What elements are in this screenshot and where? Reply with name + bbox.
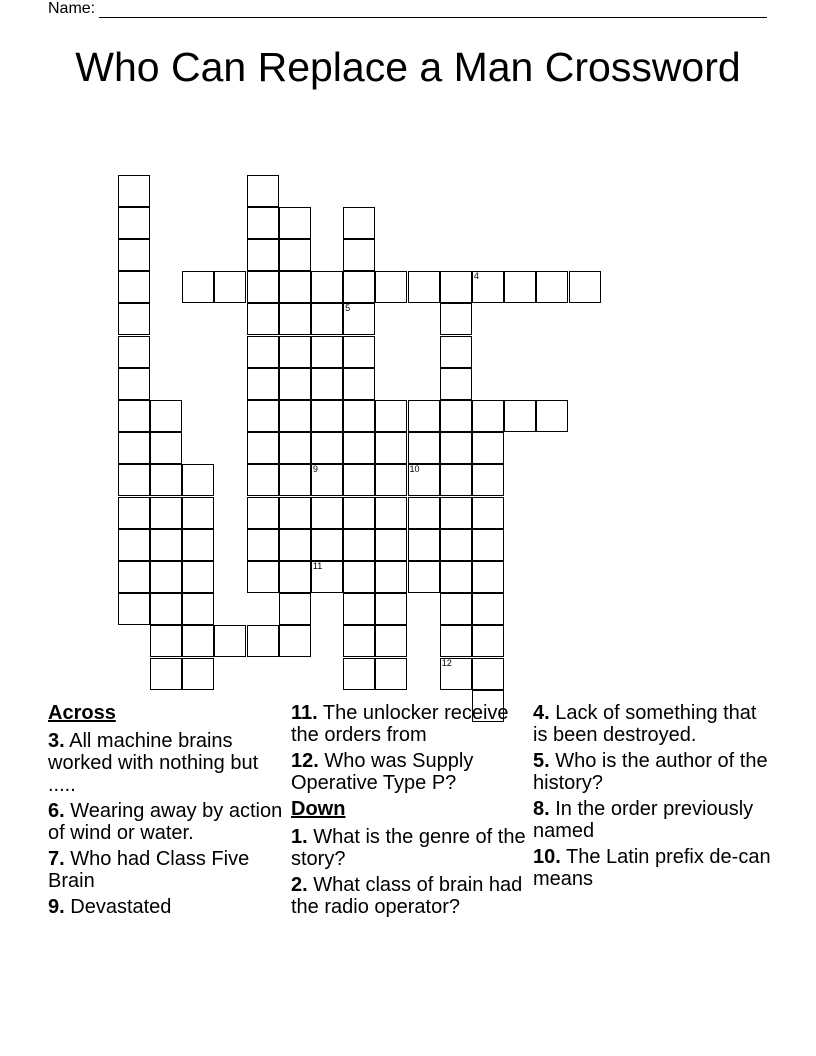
clue-text: All machine brains worked with nothing but ..... [48,730,259,796]
clue-text: The Latin prefix de-can means [533,846,771,890]
grid-cell[interactable] [118,368,150,400]
grid-cell[interactable] [472,593,504,625]
clue-number: 5. [533,750,550,772]
grid-cell[interactable] [343,207,375,239]
name-label: Name: [48,0,96,17]
grid-cell[interactable] [343,239,375,271]
grid-cell[interactable] [182,464,214,496]
grid-cell[interactable] [311,497,343,529]
clue-text: What class of brain had the radio operator? [291,874,523,918]
grid-cell[interactable] [150,400,182,432]
grid-cell[interactable] [472,497,504,529]
grid-cell[interactable] [536,271,568,303]
grid-cell[interactable] [472,464,504,496]
grid-cell[interactable] [440,497,472,529]
clue-down-2 [291,874,529,918]
grid-cell[interactable] [118,497,150,529]
grid-cell[interactable] [343,658,375,690]
clue-number: 10. [533,846,561,868]
grid-cell[interactable] [279,303,311,335]
grid-cell[interactable] [279,336,311,368]
grid-cell[interactable] [279,497,311,529]
grid-cell[interactable] [182,561,214,593]
clue-number-label: 12 [441,657,452,668]
grid-cell[interactable] [247,303,279,335]
grid-cell[interactable] [408,271,440,303]
clue-number: 3. [48,730,65,752]
grid-cell[interactable] [440,529,472,561]
grid-cell[interactable] [375,593,407,625]
grid-cell[interactable] [311,400,343,432]
grid-cell[interactable] [311,529,343,561]
grid-cell[interactable] [118,400,150,432]
clue-down-10 [533,846,773,890]
clue-text: The unlocker receive the orders from [291,702,509,746]
grid-cell[interactable] [182,529,214,561]
grid-cell[interactable] [279,464,311,496]
grid-cell[interactable] [118,271,150,303]
clue-text: Devastated [70,896,172,918]
grid-cell[interactable] [375,271,407,303]
grid-cell[interactable] [536,400,568,432]
grid-cell[interactable] [150,497,182,529]
clue-number-label: 9 [312,464,318,475]
clue-text: Who is the author of the history? [533,750,768,794]
clue-down-5 [533,750,773,794]
grid-cell[interactable] [279,368,311,400]
grid-cell[interactable] [472,561,504,593]
grid-cell[interactable] [247,497,279,529]
grid-cell[interactable] [343,368,375,400]
grid-cell[interactable] [375,497,407,529]
clues-column-1 [48,702,284,922]
grid-cell[interactable] [247,529,279,561]
grid-cell[interactable] [408,529,440,561]
grid-cell[interactable] [279,400,311,432]
grid-cell[interactable] [150,593,182,625]
grid-cell[interactable] [247,400,279,432]
clue-across-11 [291,702,529,746]
clue-number: 4. [533,702,550,724]
grid-cell[interactable] [247,271,279,303]
grid-cell[interactable] [118,561,150,593]
clue-number: 1. [291,826,308,848]
grid-cell[interactable] [311,303,343,335]
grid-cell[interactable] [279,432,311,464]
grid-cell[interactable] [440,561,472,593]
grid-cell[interactable] [472,271,504,303]
clue-text: What is the genre of the story? [291,826,526,870]
grid-cell[interactable] [343,464,375,496]
grid-cell[interactable] [440,400,472,432]
across-heading: Across [48,702,116,724]
grid-cell[interactable] [440,464,472,496]
grid-cell[interactable] [440,625,472,657]
grid-cell[interactable] [343,432,375,464]
grid-cell[interactable] [279,529,311,561]
clue-down-8 [533,798,773,842]
clue-across-9 [48,896,284,918]
grid-cell[interactable] [150,625,182,657]
grid-cell[interactable] [150,529,182,561]
clue-across-3 [48,730,284,796]
grid-cell[interactable] [440,432,472,464]
clue-number: 8. [533,798,550,820]
grid-cell[interactable] [118,593,150,625]
grid-cell[interactable] [279,593,311,625]
clue-text: Lack of something that is been destroyed. [533,702,757,746]
grid-cell[interactable] [343,561,375,593]
grid-cell[interactable] [247,464,279,496]
clue-text: Wearing away by action of wind or water. [48,800,283,844]
clue-down-4 [533,702,773,746]
grid-cell[interactable] [343,303,375,335]
grid-cell[interactable] [472,658,504,690]
grid-cell[interactable] [375,432,407,464]
grid-cell[interactable] [150,432,182,464]
clue-text: Who had Class Five Brain [48,848,250,892]
grid-cell[interactable] [118,239,150,271]
grid-cell[interactable] [472,625,504,657]
grid-cell[interactable] [279,271,311,303]
grid-cell[interactable] [343,529,375,561]
grid-cell[interactable] [343,400,375,432]
grid-cell[interactable] [279,207,311,239]
grid-cell[interactable] [247,239,279,271]
grid-cell[interactable] [247,432,279,464]
grid-cell[interactable] [247,207,279,239]
grid-cell[interactable] [472,529,504,561]
clue-number: 2. [291,874,308,896]
grid-cell[interactable] [247,561,279,593]
grid-cell[interactable] [150,464,182,496]
grid-cell[interactable] [118,336,150,368]
grid-cell[interactable] [182,271,214,303]
clue-number: 12. [291,750,319,772]
grid-cell[interactable] [343,593,375,625]
clue-number: 7. [48,848,65,870]
grid-cell[interactable] [247,368,279,400]
grid-cell[interactable] [408,497,440,529]
clue-number-label: 4 [473,271,479,282]
grid-cell[interactable] [440,658,472,690]
clue-text: In the order previously named [533,798,754,842]
grid-cell[interactable] [214,625,246,657]
grid-cell[interactable] [408,400,440,432]
grid-cell[interactable] [569,271,601,303]
grid-cell[interactable] [247,625,279,657]
grid-cell[interactable] [118,175,150,207]
grid-cell[interactable] [440,271,472,303]
grid-cell[interactable] [279,239,311,271]
grid-cell[interactable] [182,658,214,690]
clue-text: Who was Supply Operative Type P? [291,750,474,794]
grid-cell[interactable] [408,432,440,464]
clue-number: 9. [48,896,65,918]
grid-cell[interactable] [279,561,311,593]
grid-cell[interactable] [118,432,150,464]
clue-across-7 [48,848,284,892]
grid-cell[interactable] [472,432,504,464]
grid-cell[interactable] [311,336,343,368]
grid-cell[interactable] [118,207,150,239]
clue-across-12 [291,750,529,794]
grid-cell[interactable] [440,593,472,625]
grid-cell[interactable] [408,464,440,496]
grid-cell[interactable] [375,561,407,593]
grid-cell[interactable] [375,400,407,432]
grid-cell[interactable] [279,625,311,657]
grid-cell[interactable] [150,561,182,593]
grid-cell[interactable] [118,464,150,496]
grid-cell[interactable] [118,529,150,561]
grid-cell[interactable] [311,368,343,400]
grid-cell[interactable] [311,464,343,496]
grid-cell[interactable] [182,593,214,625]
grid-cell[interactable] [150,658,182,690]
grid-cell[interactable] [343,336,375,368]
grid-cell[interactable] [311,561,343,593]
clue-number-label: 5 [345,303,351,314]
clue-across-6 [48,800,284,844]
grid-cell[interactable] [311,432,343,464]
grid-cell[interactable] [375,625,407,657]
grid-cell[interactable] [311,271,343,303]
grid-cell[interactable] [343,271,375,303]
grid-cell[interactable] [504,271,536,303]
grid-cell[interactable] [375,529,407,561]
clue-number-label: 10 [409,464,420,475]
grid-cell[interactable] [343,625,375,657]
clue-number: 6. [48,800,65,822]
grid-cell[interactable] [214,271,246,303]
grid-cell[interactable] [440,368,472,400]
down-heading: Down [291,798,346,820]
clues-column-3 [533,702,773,894]
grid-cell[interactable] [343,497,375,529]
grid-cell[interactable] [375,464,407,496]
grid-cell[interactable] [375,658,407,690]
clue-number: 11. [291,702,318,724]
grid-cell[interactable] [504,400,536,432]
grid-cell[interactable] [247,336,279,368]
page-title: Who Can Replace a Man Crossword [75,44,741,90]
clue-number-label: 11 [312,560,323,571]
grid-cell[interactable] [440,303,472,335]
grid-cell[interactable] [182,625,214,657]
grid-cell[interactable] [440,336,472,368]
grid-cell[interactable] [408,561,440,593]
clues-column-2 [291,702,529,922]
grid-cell[interactable] [472,400,504,432]
grid-cell[interactable] [247,175,279,207]
grid-cell[interactable] [182,497,214,529]
grid-cell[interactable] [118,303,150,335]
clue-down-1 [291,826,529,870]
